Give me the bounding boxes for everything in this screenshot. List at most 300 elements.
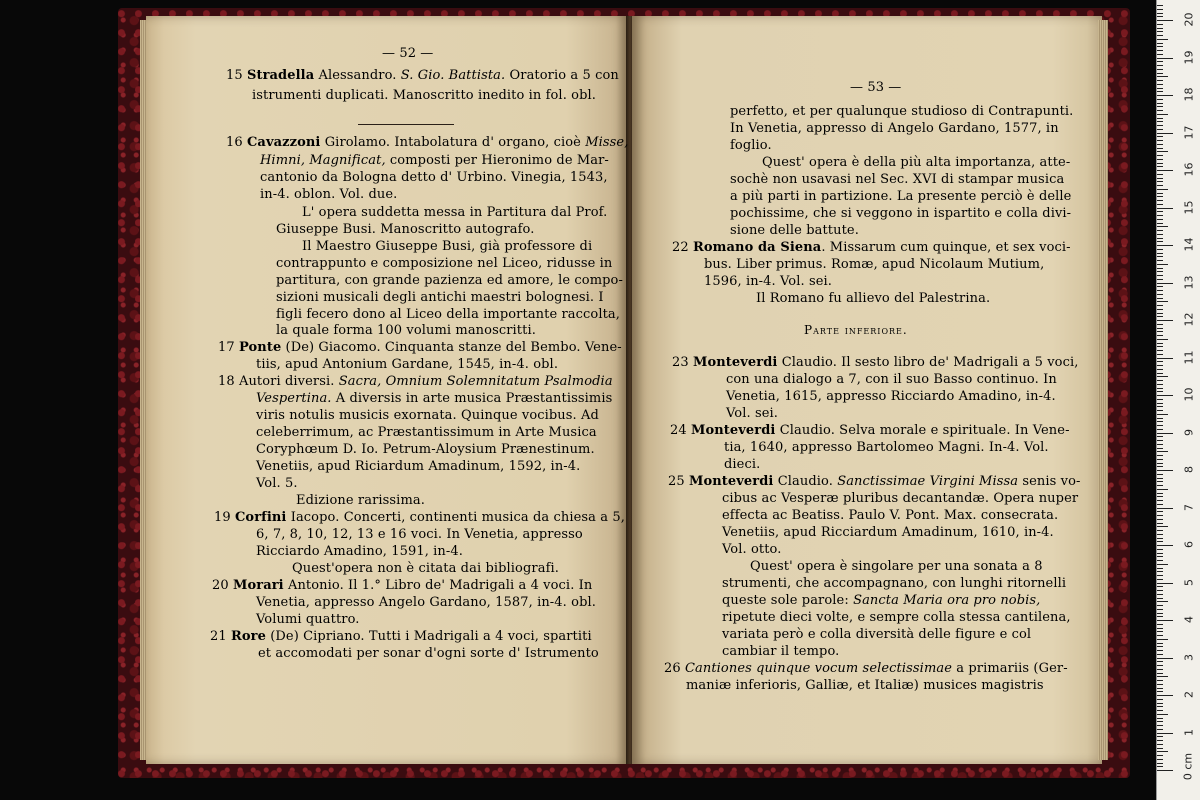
ruler-tick — [1157, 335, 1163, 336]
text-span: tiis, apud Antonium Gardane, 1545, in-4. obl. — [256, 357, 559, 372]
left-page-line — [226, 135, 628, 151]
ruler-tick — [1157, 616, 1163, 617]
ruler-tick — [1157, 556, 1163, 557]
ruler-tick — [1157, 661, 1163, 662]
ruler-tick — [1157, 669, 1163, 670]
ruler-tick — [1157, 770, 1173, 771]
ruler-tick — [1157, 24, 1163, 25]
ruler-tick — [1157, 316, 1163, 317]
ruler-tick — [1157, 714, 1168, 715]
text-span: 6, 7, 8, 10, 12, 13 e 16 voci. In Venetia, appresso — [256, 527, 583, 542]
ruler-tick — [1157, 380, 1163, 381]
ruler-tick — [1157, 650, 1163, 651]
right-page-line — [722, 542, 781, 558]
ruler-tick — [1157, 28, 1163, 29]
ruler-tick — [1157, 459, 1163, 460]
text-span: Quest' opera è della più alta importanza, atte- — [762, 155, 1071, 170]
ruler-tick — [1157, 178, 1163, 179]
ruler-tick — [1157, 500, 1163, 501]
text-span: contrappunto e composizione nel Liceo, ridusse in — [276, 256, 613, 271]
ruler-tick — [1157, 320, 1173, 321]
ruler-tick — [1157, 103, 1163, 104]
ruler-tick — [1157, 384, 1163, 385]
right-page-line — [726, 389, 1056, 405]
entry-author: Romano da Siena — [692, 240, 822, 255]
left-page-line — [256, 527, 583, 543]
ruler-tick — [1157, 65, 1163, 66]
ruler-tick — [1157, 744, 1163, 745]
ruler-tick — [1157, 515, 1163, 516]
text-span: sione delle battute. — [730, 223, 859, 238]
page-edges-right — [1098, 20, 1108, 760]
ruler-tick — [1157, 493, 1163, 494]
ruler-tick — [1157, 598, 1163, 599]
ruler-label: 16 — [1182, 162, 1196, 177]
ruler-tick — [1157, 215, 1163, 216]
ruler-tick — [1157, 50, 1163, 51]
text-span: foglio. — [730, 138, 772, 153]
text-span: Quest' opera è singolare per una sonata a 8 — [750, 559, 1043, 574]
left-page-line — [276, 256, 612, 272]
ruler-tick — [1157, 526, 1168, 527]
ruler-tick — [1157, 673, 1163, 674]
ruler-tick — [1157, 489, 1168, 490]
ruler-tick — [1157, 99, 1163, 100]
text-span: Alessandro. — [314, 68, 401, 83]
ruler-tick — [1157, 485, 1163, 486]
text-span: viris notulis musicis exornata. Quinque vocibus. Ad — [256, 408, 599, 423]
ruler-label: 19 — [1182, 50, 1196, 64]
text-span: (De) Giacomo. Cinquanta stanze del Bembo. Vene- — [281, 340, 622, 355]
ruler-tick — [1157, 313, 1163, 314]
text-span: 16 — [226, 135, 247, 150]
text-span: (De) Cipriano. Tutti i Madrigali a 4 voci, spartiti — [265, 629, 592, 644]
italic-title: Vespertina. — [256, 391, 332, 406]
ruler-tick — [1157, 31, 1163, 32]
ruler-tick — [1157, 301, 1168, 302]
ruler-tick — [1157, 613, 1163, 614]
ruler-label: 10 — [1182, 387, 1196, 402]
text-span: dieci. — [724, 457, 761, 472]
ruler-tick — [1157, 106, 1163, 107]
ruler-tick — [1157, 84, 1163, 85]
text-span: Claudio. Il sesto libro de' Madrigali a 5 voci, — [777, 355, 1079, 370]
ruler-tick — [1157, 496, 1163, 497]
left-page-line — [258, 646, 599, 662]
ruler-tick — [1157, 39, 1168, 40]
left-page-line — [218, 374, 613, 390]
ruler-tick — [1157, 200, 1163, 201]
ruler-tick — [1157, 665, 1163, 666]
italic-title: Sancta Maria ora pro nobis, — [853, 593, 1041, 608]
ruler-tick — [1157, 13, 1163, 14]
ruler-label: 18 — [1182, 87, 1196, 102]
ruler-tick — [1157, 605, 1163, 606]
text-span: 23 — [672, 355, 693, 370]
ruler-tick — [1157, 219, 1163, 220]
ruler-tick — [1157, 346, 1163, 347]
right-page-line — [722, 593, 1040, 609]
entry-author: Cavazzoni — [246, 135, 321, 150]
left-page-line — [260, 170, 608, 186]
right-page-line — [762, 155, 1070, 171]
text-span: 20 — [212, 578, 233, 593]
ruler-tick — [1157, 95, 1173, 96]
ruler-tick — [1157, 189, 1168, 190]
ruler-tick — [1157, 470, 1173, 471]
text-span: a più parti in partizione. La presente perciò è delle — [730, 189, 1072, 204]
text-span: sizioni musicali degli antichi maestri bolognesi. I — [276, 290, 604, 305]
text-span: Girolamo. Intabolatura d' organo, cioè — [320, 135, 586, 150]
ruler-tick — [1157, 373, 1163, 374]
ruler-tick — [1157, 125, 1163, 126]
left-page-line — [214, 510, 625, 526]
left-page-line — [276, 290, 604, 306]
ruler-tick — [1157, 155, 1163, 156]
left-page-line — [276, 307, 620, 323]
ruler-tick — [1157, 136, 1163, 137]
ruler-tick — [1157, 549, 1163, 550]
text-span: senis vo- — [1018, 474, 1081, 489]
ruler-tick — [1157, 290, 1163, 291]
text-span: 26 — [664, 661, 685, 676]
left-page-line — [256, 425, 597, 441]
text-span: Il Maestro Giuseppe Busi, già professore di — [302, 239, 593, 254]
ruler-tick — [1157, 170, 1173, 171]
ruler-tick — [1157, 519, 1163, 520]
ruler-label: 20 — [1182, 12, 1196, 27]
right-page-line — [730, 172, 1064, 188]
ruler-tick — [1157, 9, 1163, 10]
ruler-tick — [1157, 365, 1163, 366]
entry-author: Monteverdi — [690, 423, 776, 438]
ruler-tick — [1157, 148, 1163, 149]
ruler-label: 2 — [1182, 691, 1196, 698]
ruler-tick — [1157, 635, 1163, 636]
right-page-number: — 53 — — [850, 80, 902, 95]
ruler-label: 12 — [1182, 312, 1196, 327]
text-span: 15 — [226, 68, 247, 83]
ruler-tick — [1157, 208, 1173, 209]
ruler-tick — [1157, 553, 1163, 554]
text-span: con una dialogo a 7, con il suo Basso continuo. In — [726, 372, 1057, 387]
right-page-line — [730, 138, 772, 154]
text-span: 22 — [672, 240, 693, 255]
ruler-tick — [1157, 305, 1163, 306]
ruler-tick — [1157, 433, 1173, 434]
right-page-line — [668, 474, 1081, 490]
ruler-tick — [1157, 455, 1163, 456]
ruler-tick — [1157, 163, 1163, 164]
text-span: Vol. 5. — [256, 476, 298, 491]
ruler-tick — [1157, 181, 1163, 182]
ruler-tick — [1157, 676, 1168, 677]
ruler-tick — [1157, 241, 1163, 242]
left-page-line — [302, 205, 607, 221]
right-page-line — [722, 576, 1066, 592]
ruler-tick — [1157, 646, 1163, 647]
text-span: Ricciardo Amadino, 1591, in-4. — [256, 544, 463, 559]
text-span: 25 — [668, 474, 689, 489]
ruler-tick — [1157, 88, 1163, 89]
right-page-line — [664, 661, 1068, 677]
ruler-label: 4 — [1182, 616, 1196, 623]
ruler-tick — [1157, 279, 1163, 280]
text-span: cantonio da Bologna detto d' Urbino. Vinegia, 1543, — [260, 170, 608, 185]
ruler-tick — [1157, 695, 1173, 696]
entry-author: Monteverdi — [688, 474, 774, 489]
ruler-tick — [1157, 474, 1163, 475]
ruler-tick — [1157, 43, 1163, 44]
text-span: Volumi quattro. — [256, 612, 360, 627]
ruler-tick — [1157, 541, 1163, 542]
ruler-label: 13 — [1182, 275, 1196, 289]
text-span: A diversis in arte musica Præstantissimis — [331, 391, 613, 406]
ruler-tick — [1157, 429, 1163, 430]
right-page-line — [722, 627, 1031, 643]
ruler-tick — [1157, 534, 1163, 535]
right-page-line — [672, 240, 1071, 256]
ruler-tick — [1157, 271, 1163, 272]
ruler-tick — [1157, 91, 1163, 92]
ruler-tick — [1157, 369, 1163, 370]
ruler-tick — [1157, 478, 1163, 479]
text-span: Vol. otto. — [722, 542, 782, 557]
ruler-tick — [1157, 343, 1163, 344]
entry-author: Corfini — [234, 510, 287, 525]
ruler-tick — [1157, 174, 1163, 175]
ruler-tick — [1157, 568, 1163, 569]
ruler-tick — [1157, 763, 1163, 764]
text-span: queste sole parole: — [722, 593, 854, 608]
ruler-tick — [1157, 733, 1173, 734]
ruler-tick — [1157, 159, 1163, 160]
italic-title: Sanctissimae Virgini Missa — [837, 474, 1019, 489]
text-span: 18 Autori diversi. — [218, 374, 339, 389]
ruler-tick — [1157, 264, 1168, 265]
right-page-line — [686, 678, 1044, 694]
ruler-tick — [1157, 110, 1163, 111]
ruler-tick — [1157, 73, 1163, 74]
left-page-line — [252, 88, 596, 104]
ruler-tick — [1157, 58, 1173, 59]
right-page-line — [704, 257, 1044, 273]
text-span: 24 — [670, 423, 691, 438]
left-page-line — [256, 476, 298, 492]
ruler-label: 15 — [1182, 200, 1196, 214]
ruler-tick — [1157, 275, 1163, 276]
text-span: 1596, in-4. Vol. sei. — [704, 274, 833, 289]
left-page-line — [218, 340, 622, 356]
ruler-tick — [1157, 718, 1163, 719]
ruler-tick — [1157, 523, 1163, 524]
right-page-line — [726, 372, 1057, 388]
ruler-tick — [1157, 755, 1163, 756]
ruler-tick — [1157, 238, 1163, 239]
italic-title: Misse, — [585, 135, 629, 150]
text-span: Venetiis, apud Riciardum Amadinum, 1592, in-4. — [256, 459, 581, 474]
ruler-tick — [1157, 766, 1163, 767]
left-page-line — [256, 357, 558, 373]
ruler-tick — [1157, 350, 1163, 351]
ruler-label: 3 — [1182, 653, 1196, 661]
ruler-tick — [1157, 358, 1173, 359]
ruler-tick — [1157, 328, 1163, 329]
text-span: cambiar il tempo. — [722, 644, 840, 659]
ruler-tick — [1157, 564, 1168, 565]
ruler-tick — [1157, 691, 1163, 692]
ruler-tick — [1157, 688, 1163, 689]
right-page-line — [726, 406, 778, 422]
ruler-tick — [1157, 508, 1173, 509]
ruler-tick — [1157, 609, 1163, 610]
ruler-tick — [1157, 399, 1163, 400]
text-span: Claudio. Selva morale e spirituale. In Vene- — [775, 423, 1070, 438]
ruler-label: 1 — [1182, 728, 1196, 736]
left-page-line — [260, 187, 397, 203]
text-span: celeberrimum, ac Præstantissimum in Arte Musica — [256, 425, 597, 440]
right-page-line — [730, 223, 859, 239]
ruler-tick — [1157, 440, 1163, 441]
ruler-tick — [1157, 631, 1163, 632]
entry-author: Morari — [232, 578, 284, 593]
ruler-tick — [1157, 46, 1163, 47]
ruler-tick — [1157, 260, 1163, 261]
left-page-line — [256, 612, 360, 628]
ruler-tick — [1157, 118, 1163, 119]
text-span: Vol. sei. — [726, 406, 778, 421]
text-span: bus. Liber primus. Romæ, apud Nicolaum Mutium, — [704, 257, 1045, 272]
ruler-tick — [1157, 61, 1163, 62]
ruler-tick — [1157, 703, 1163, 704]
ruler-tick — [1157, 436, 1163, 437]
text-span: la quale forma 100 volumi manoscritti. — [276, 323, 536, 338]
right-page-line — [756, 291, 990, 307]
right-page-line — [730, 121, 1059, 137]
ruler-tick — [1157, 421, 1163, 422]
ruler-label: 7 — [1182, 503, 1196, 511]
text-span: tia, 1640, appresso Bartolomeo Magni. In-4. Vol. — [724, 440, 1049, 455]
ruler-tick — [1157, 286, 1163, 287]
text-span: Venetiis, apud Ricciardum Amadinum, 1610, in-4. — [722, 525, 1054, 540]
ruler-label: 17 — [1182, 125, 1196, 139]
ruler-label: 8 — [1182, 466, 1196, 473]
ruler-tick — [1157, 140, 1163, 141]
text-span: in-4. oblon. Vol. due. — [260, 187, 398, 202]
right-page-line — [722, 508, 1058, 524]
ruler-tick — [1157, 579, 1163, 580]
ruler-tick — [1157, 759, 1163, 760]
left-page-line — [256, 595, 596, 611]
text-span: Antonio. Il 1.° Libro de' Madrigali a 4 voci. In — [283, 578, 593, 593]
text-span: 21 — [210, 629, 231, 644]
ruler-tick — [1157, 193, 1163, 194]
ruler-tick — [1157, 538, 1163, 539]
entry-author: Rore — [230, 629, 266, 644]
ruler-tick — [1157, 545, 1173, 546]
right-page-line — [730, 206, 1071, 222]
text-span: Edizione rarissima. — [296, 493, 425, 508]
ruler-tick — [1157, 699, 1163, 700]
ruler-tick — [1157, 586, 1163, 587]
ruler-tick — [1157, 298, 1163, 299]
ruler-tick — [1157, 658, 1173, 659]
right-page-line — [722, 644, 839, 660]
italic-title: S. Gio. Battista. — [400, 68, 506, 83]
text-span: maniæ inferioris, Galliæ, et Italiæ) musices magistris — [686, 678, 1044, 693]
ruler-tick — [1157, 166, 1163, 167]
text-span: 17 — [218, 340, 239, 355]
ruler-tick — [1157, 748, 1163, 749]
ruler-tick — [1157, 530, 1163, 531]
left-page-line — [256, 391, 612, 407]
ruler-tick — [1157, 680, 1163, 681]
right-page-line — [722, 491, 1078, 507]
ruler-tick — [1157, 309, 1163, 310]
text-span: Quest'opera non è citata dai bibliografi. — [292, 561, 559, 576]
left-page-line — [302, 239, 592, 255]
ruler-tick — [1157, 594, 1163, 595]
ruler-tick — [1157, 354, 1163, 355]
ruler-tick — [1157, 204, 1163, 205]
left-page-line — [256, 459, 580, 475]
ruler-tick — [1157, 185, 1163, 186]
ruler-tick — [1157, 226, 1168, 227]
ruler-tick — [1157, 331, 1163, 332]
left-page-line — [226, 68, 619, 84]
ruler-tick — [1157, 414, 1168, 415]
ruler-tick — [1157, 575, 1163, 576]
right-page-line — [750, 559, 1043, 575]
ruler-tick — [1157, 729, 1163, 730]
ruler-tick — [1157, 133, 1173, 134]
ruler-tick — [1157, 114, 1168, 115]
ruler-tick — [1157, 253, 1163, 254]
ruler-tick — [1157, 639, 1168, 640]
ruler-tick — [1157, 684, 1163, 685]
ruler-tick — [1157, 425, 1163, 426]
text-span: Il Romano fu allievo del Palestrina. — [756, 291, 991, 306]
ruler-tick — [1157, 245, 1173, 246]
ruler-tick — [1157, 283, 1173, 284]
right-page-line — [722, 525, 1054, 541]
ruler-tick — [1157, 391, 1163, 392]
text-span: composti per Hieronimo de Mar- — [385, 153, 609, 168]
italic-title: Himni, Magnificat, — [260, 153, 386, 168]
ruler-label: 11 — [1182, 350, 1196, 364]
ruler-tick — [1157, 583, 1173, 584]
ruler-tick — [1157, 466, 1163, 467]
text-span: variata però e colla diversità delle figure e col — [722, 627, 1032, 642]
ruler-tick — [1157, 654, 1163, 655]
ruler-tick — [1157, 20, 1173, 21]
right-page-line — [730, 189, 1071, 205]
left-page-line — [256, 544, 463, 560]
ruler-label: 9 — [1182, 428, 1196, 436]
ruler-tick — [1157, 418, 1163, 419]
ruler-tick — [1157, 249, 1163, 250]
text-span: cibus ac Vesperæ pluribus decantandæ. Opera nuper — [722, 491, 1079, 506]
ruler-tick — [1157, 628, 1163, 629]
text-span: istrumenti duplicati. Manoscritto inedito in fol. obl. — [252, 88, 596, 103]
ruler-tick — [1157, 361, 1163, 362]
ruler-tick — [1157, 736, 1163, 737]
ruler-tick — [1157, 268, 1163, 269]
ruler-label: 14 — [1182, 237, 1196, 252]
ruler-tick — [1157, 643, 1163, 644]
left-page-line — [276, 222, 534, 238]
ruler-tick — [1157, 16, 1163, 17]
